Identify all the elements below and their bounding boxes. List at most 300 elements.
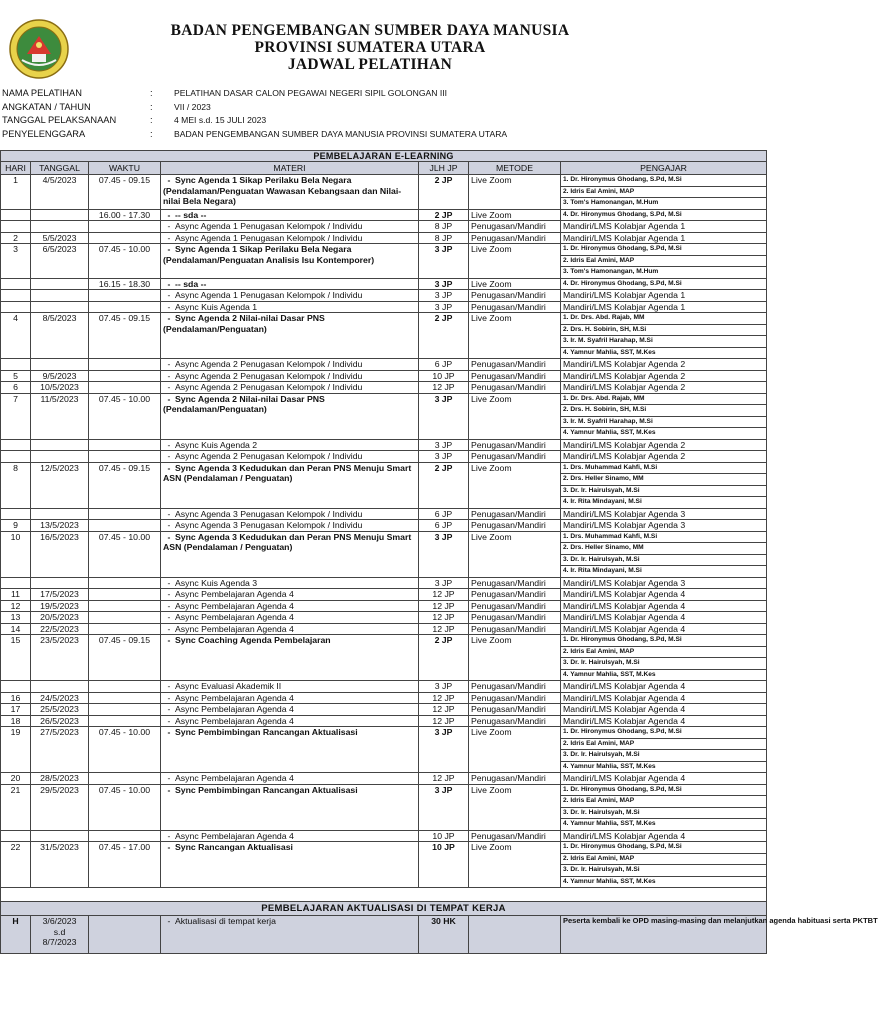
cell-hari <box>1 278 31 290</box>
table-row <box>1 589 767 601</box>
cell-materi <box>161 784 419 830</box>
table-row <box>1 301 767 313</box>
cell-waktu <box>89 359 161 371</box>
column-header: METODE <box>469 162 561 175</box>
materi-text: Sync Agenda 3 Kedudukan dan Peran PNS Menuju Smart ASN (Pendalaman / Penguatan) <box>163 531 412 552</box>
materi-text: Async Agenda 2 Penugasan Kelompok / Individu <box>175 359 363 369</box>
info-value: BADAN PENGEMBANGAN SUMBER DAYA MANUSIA PROVINSI SUMATERA UTARA <box>174 128 508 139</box>
section-title: PEMBELAJARAN E-LEARNING <box>1 151 767 162</box>
cell-jp: 6 JP <box>419 508 469 520</box>
materi-text: Async Kuis Agenda 3 <box>175 577 258 588</box>
instructor-name: 4. Yamnur Mahlia, SST, M.Kes <box>563 429 656 436</box>
table-row <box>1 313 767 359</box>
cell-materi <box>161 278 419 290</box>
cell-waktu: 07.45 - 09.15 <box>89 313 161 359</box>
cell-materi <box>161 727 419 773</box>
cell-metode: Penugasan/Mandiri <box>469 290 561 302</box>
document-header <box>0 0 768 80</box>
materi-text: Async Kuis Agenda 2 <box>175 439 258 450</box>
cell-metode: Penugasan/Mandiri <box>469 600 561 612</box>
cell-metode: Penugasan/Mandiri <box>469 439 561 451</box>
cell-tanggal: 28/5/2023 <box>31 773 89 785</box>
cell-pengajar: Mandiri/LMS Kolabjar Agenda 4 <box>561 715 767 727</box>
cell-tanggal: 23/5/2023 <box>31 635 89 681</box>
cell-materi <box>161 439 419 451</box>
bullet-dash: - <box>167 531 171 542</box>
cell-metode: Penugasan/Mandiri <box>469 681 561 693</box>
cell-hari <box>1 830 31 842</box>
cell-jp: 12 JP <box>419 715 469 727</box>
table-row <box>1 370 767 382</box>
instructor-name: 4. Ir. Rita Mindayani, M.Si <box>563 567 642 574</box>
cell-jp: 12 JP <box>419 704 469 716</box>
bullet-dash: - <box>167 508 171 519</box>
training-info <box>0 87 768 141</box>
info-label: NAMA PELATIHAN <box>2 88 82 98</box>
cell-materi <box>161 623 419 635</box>
cell-jp: 12 JP <box>419 382 469 394</box>
cell-jp: 2 JP <box>419 635 469 681</box>
materi-text: Sync Agenda 3 Kedudukan dan Peran PNS Menuju Smart ASN (Pendalaman / Penguatan) <box>163 462 412 483</box>
cell-hari: 7 <box>1 393 31 439</box>
cell-pengajar <box>561 531 767 577</box>
instructor-name: 1. Drs. Muhammad Kahfi, M.Si <box>561 463 766 475</box>
cell-tanggal: 10/5/2023 <box>31 382 89 394</box>
bullet-dash: - <box>167 209 171 220</box>
cell-jp: 3 JP <box>419 577 469 589</box>
info-colon: : <box>150 115 153 125</box>
materi-text: Sync Pembimbingan Rancangan Aktualisasi <box>175 784 358 795</box>
cell-hari: 17 <box>1 704 31 716</box>
cell-jp: 8 JP <box>419 221 469 233</box>
bullet-dash: - <box>167 692 171 703</box>
bullet-dash: - <box>167 451 171 461</box>
cell-materi <box>161 612 419 624</box>
cell-hari <box>1 681 31 693</box>
materi-text: Sync Pembimbingan Rancangan Aktualisasi <box>175 727 358 737</box>
cell-pengajar: Mandiri/LMS Kolabjar Agenda 4 <box>561 612 767 624</box>
table-row <box>1 784 767 830</box>
cell-metode: Live Zoom <box>469 278 561 290</box>
instructor-name: 3. Tom's Hamonangan, M.Hum <box>563 268 659 275</box>
cell-tanggal <box>31 290 89 302</box>
materi-text: Async Pembelajaran Agenda 4 <box>175 623 294 634</box>
table-row <box>1 830 767 842</box>
bullet-dash: - <box>167 623 171 634</box>
cell-materi <box>161 462 419 508</box>
cell-pengajar <box>561 278 767 290</box>
cell-hari <box>1 508 31 520</box>
cell-materi <box>161 290 419 302</box>
cell-materi <box>161 370 419 382</box>
materi-text: Async Agenda 1 Penugasan Kelompok / Individu <box>175 232 363 243</box>
cell-pengajar <box>561 175 767 210</box>
cell-materi <box>161 681 419 693</box>
table-row-aktualisasi <box>1 916 767 954</box>
cell-hari: 11 <box>1 589 31 601</box>
table-row <box>1 704 767 716</box>
cell-tanggal <box>31 221 89 233</box>
instructor-name: 1. Dr. Hironymus Ghodang, S.Pd, M.Si <box>561 842 766 854</box>
materi-text: Async Pembelajaran Agenda 4 <box>175 600 294 611</box>
cell-waktu <box>89 704 161 716</box>
cell-hari: 12 <box>1 600 31 612</box>
cell-metode: Penugasan/Mandiri <box>469 221 561 233</box>
cell-waktu: 07.45 - 17.00 <box>89 842 161 888</box>
cell-materi <box>161 842 419 888</box>
materi-text: Async Pembelajaran Agenda 4 <box>175 692 294 703</box>
table-row <box>1 439 767 451</box>
cell-hari <box>1 451 31 463</box>
cell-waktu <box>89 232 161 244</box>
cell-jp: 2 JP <box>419 209 469 221</box>
info-colon: : <box>150 88 153 98</box>
cell-metode: Live Zoom <box>469 393 561 439</box>
table-row <box>1 221 767 233</box>
cell-tanggal: 27/5/2023 <box>31 727 89 773</box>
cell-pengajar: Mandiri/LMS Kolabjar Agenda 2 <box>561 359 767 371</box>
cell-tanggal: 12/5/2023 <box>31 462 89 508</box>
cell-waktu <box>89 370 161 382</box>
info-row <box>0 114 768 128</box>
cell-tanggal: 11/5/2023 <box>31 393 89 439</box>
cell-waktu: 07.45 - 10.00 <box>89 244 161 279</box>
cell-waktu <box>89 773 161 785</box>
column-header: MATERI <box>161 162 419 175</box>
cell-pengajar <box>561 244 767 279</box>
info-value: VII / 2023 <box>174 101 211 112</box>
bullet-dash: - <box>167 175 171 185</box>
bullet-dash: - <box>167 370 171 381</box>
cell-tanggal: 26/5/2023 <box>31 715 89 727</box>
cell-metode: Penugasan/Mandiri <box>469 623 561 635</box>
cell-pengajar: Mandiri/LMS Kolabjar Agenda 1 <box>561 221 767 233</box>
materi-text: Async Pembelajaran Agenda 4 <box>175 830 294 841</box>
instructor-name: 2. Drs. H. Sobirin, SH, M.Si <box>561 405 766 417</box>
cell-jp: 2 JP <box>419 313 469 359</box>
title-line-3: JADWAL PELATIHAN <box>287 56 453 73</box>
cell-materi <box>161 577 419 589</box>
cell-hari <box>1 577 31 589</box>
cell-hari: 4 <box>1 313 31 359</box>
cell-jp: 3 JP <box>419 244 469 279</box>
materi-text: Async Pembelajaran Agenda 4 <box>175 612 294 622</box>
table-row <box>1 692 767 704</box>
info-value: PELATIHAN DASAR CALON PEGAWAI NEGERI SIPIL GOLONGAN III <box>174 88 447 98</box>
cell-jp: 3 JP <box>419 290 469 302</box>
table-row <box>1 175 767 210</box>
cell-jp: 2 JP <box>419 462 469 508</box>
bullet-dash: - <box>167 784 171 795</box>
instructor-name: 3. Tom's Hamonangan, M.Hum <box>563 199 659 206</box>
instructor-name: 2. Drs. Heller Sinamo, MM <box>561 474 766 486</box>
cell-metode: Live Zoom <box>469 842 561 888</box>
cell-materi <box>161 382 419 394</box>
cell-jp: 12 JP <box>419 612 469 624</box>
instructor-name: 2. Idris Eal Amini, MAP <box>561 256 766 268</box>
column-header-row <box>1 162 767 175</box>
instructor-name: 3. Ir. M. Syafril Harahap, M.Si <box>561 417 766 429</box>
table-row <box>1 520 767 532</box>
cell-jp: 3 JP <box>419 301 469 313</box>
cell-hari <box>1 290 31 302</box>
cell-tanggal <box>31 451 89 463</box>
cell-materi <box>161 589 419 601</box>
cell-jp: 6 JP <box>419 520 469 532</box>
cell-materi <box>161 301 419 313</box>
cell-waktu: 07.45 - 09.15 <box>89 175 161 210</box>
cell-metode <box>469 916 561 954</box>
cell-metode: Penugasan/Mandiri <box>469 612 561 624</box>
cell-pengajar: Mandiri/LMS Kolabjar Agenda 1 <box>561 232 767 244</box>
cell-waktu <box>89 589 161 601</box>
table-row <box>1 359 767 371</box>
schedule-table <box>0 150 878 954</box>
materi-text: Aktualisasi di tempat kerja <box>175 916 276 926</box>
table-row <box>1 290 767 302</box>
cell-metode: Penugasan/Mandiri <box>469 370 561 382</box>
cell-metode: Penugasan/Mandiri <box>469 715 561 727</box>
cell-hari <box>1 359 31 371</box>
cell-pengajar <box>561 727 767 773</box>
materi-text: Sync Agenda 1 Sikap Perilaku Bela Negara (Pendalaman/Penguatan Wawasan Kebangsaan dan Nilai-nilai Bela Negara) <box>163 175 402 206</box>
info-colon: : <box>150 101 153 112</box>
cell-pengajar: Mandiri/LMS Kolabjar Agenda 2 <box>561 439 767 451</box>
cell-metode: Penugasan/Mandiri <box>469 451 561 463</box>
cell-hari: 15 <box>1 635 31 681</box>
cell-tanggal <box>31 209 89 221</box>
cell-jp: 6 JP <box>419 359 469 371</box>
cell-waktu <box>89 612 161 624</box>
cell-pengajar: Mandiri/LMS Kolabjar Agenda 4 <box>561 704 767 716</box>
materi-text: Async Kuis Agenda 1 <box>175 301 258 312</box>
cell-hari: 21 <box>1 784 31 830</box>
cell-metode: Penugasan/Mandiri <box>469 704 561 716</box>
cell-metode: Live Zoom <box>469 313 561 359</box>
cell-tanggal <box>31 439 89 451</box>
instructor-name: 2. Idris Eal Amini, MAP <box>561 796 766 808</box>
materi-text: Async Agenda 3 Penugasan Kelompok / Individu <box>175 520 363 530</box>
materi-text: Async Evaluasi Akademik II <box>175 681 282 691</box>
cell-pengajar: Mandiri/LMS Kolabjar Agenda 1 <box>561 290 767 302</box>
bullet-dash: - <box>167 681 171 691</box>
cell-materi <box>161 359 419 371</box>
cell-waktu <box>89 382 161 394</box>
cell-hari <box>1 209 31 221</box>
cell-materi <box>161 704 419 716</box>
cell-waktu: 07.45 - 09.15 <box>89 462 161 508</box>
instructor-name: 4. Yamnur Mahlia, SST, M.Kes <box>563 762 656 770</box>
cell-pengajar <box>561 635 767 681</box>
cell-pengajar: Peserta kembali ke OPD masing-masing dan melanjutkan agenda habituasi serta PKTBT <box>561 916 767 954</box>
date-line: 8/7/2023 <box>42 937 77 947</box>
cell-metode: Live Zoom <box>469 784 561 830</box>
cell-waktu: 07.45 - 10.00 <box>89 727 161 773</box>
cell-metode: Live Zoom <box>469 531 561 577</box>
document-title <box>150 22 590 73</box>
cell-jp: 10 JP <box>419 370 469 382</box>
cell-materi <box>161 520 419 532</box>
bullet-dash: - <box>167 462 171 473</box>
cell-tanggal: 5/5/2023 <box>31 232 89 244</box>
cell-pengajar <box>561 462 767 508</box>
instructor-name: 4. Yamnur Mahlia, SST, M.Kes <box>563 820 656 827</box>
bullet-dash: - <box>167 715 171 726</box>
bullet-dash: - <box>167 704 171 714</box>
cell-metode: Penugasan/Mandiri <box>469 692 561 704</box>
cell-jp: 3 JP <box>419 451 469 463</box>
cell-tanggal: 31/5/2023 <box>31 842 89 888</box>
cell-waktu <box>89 290 161 302</box>
table-row <box>1 462 767 508</box>
instructor-name: 4. Dr. Hironymus Ghodang, S.Pd, M.Si <box>563 210 682 218</box>
materi-text: Sync Rancangan Aktualisasi <box>175 842 293 852</box>
cell-hari: 18 <box>1 715 31 727</box>
bullet-dash: - <box>167 842 171 852</box>
cell-jp: 3 JP <box>419 681 469 693</box>
instructor-name: 2. Idris Eal Amini, MAP <box>561 187 766 199</box>
materi-text: Async Agenda 3 Penugasan Kelompok / Individu <box>175 508 363 519</box>
cell-tanggal: 4/5/2023 <box>31 175 89 210</box>
bullet-dash: - <box>167 635 171 645</box>
cell-tanggal: 6/5/2023 <box>31 244 89 279</box>
cell-materi <box>161 313 419 359</box>
cell-pengajar: Mandiri/LMS Kolabjar Agenda 1 <box>561 301 767 313</box>
cell-waktu <box>89 623 161 635</box>
cell-tanggal <box>31 830 89 842</box>
cell-pengajar: Mandiri/LMS Kolabjar Agenda 4 <box>561 589 767 601</box>
cell-hari: 19 <box>1 727 31 773</box>
instructor-name: 1. Dr. Drs. Abd. Rajab, MM <box>561 394 766 406</box>
cell-metode: Penugasan/Mandiri <box>469 520 561 532</box>
cell-waktu: 07.45 - 09.15 <box>89 635 161 681</box>
bullet-dash: - <box>167 439 171 450</box>
table-row <box>1 244 767 279</box>
cell-materi <box>161 916 419 954</box>
bullet-dash: - <box>167 359 171 369</box>
cell-waktu <box>89 508 161 520</box>
cell-hari: 22 <box>1 842 31 888</box>
date-line: s.d <box>53 926 66 937</box>
bullet-dash: - <box>167 393 171 404</box>
cell-materi <box>161 508 419 520</box>
table-row <box>1 612 767 624</box>
cell-materi <box>161 600 419 612</box>
cell-hari <box>1 301 31 313</box>
instructor-name: 4. Yamnur Mahlia, SST, M.Kes <box>563 877 656 885</box>
table-spacer <box>1 888 767 902</box>
materi-text: Async Agenda 2 Penugasan Kelompok / Individu <box>175 451 363 461</box>
instructor-name: 4. Ir. Rita Mindayani, M.Si <box>563 498 642 505</box>
column-header: HARI <box>1 162 31 175</box>
cell-metode: Penugasan/Mandiri <box>469 508 561 520</box>
bullet-dash: - <box>167 313 171 323</box>
cell-tanggal: 19/5/2023 <box>31 600 89 612</box>
bullet-dash: - <box>167 244 171 254</box>
materi-text: -- sda -- <box>175 278 207 289</box>
cell-tanggal: 29/5/2023 <box>31 784 89 830</box>
cell-waktu: 16.00 - 17.30 <box>89 209 161 221</box>
materi-text: -- sda -- <box>175 209 207 220</box>
cell-metode: Penugasan/Mandiri <box>469 577 561 589</box>
instructor-name: 2. Drs. Heller Sinamo, MM <box>561 543 766 555</box>
instructor-name: 1. Drs. Muhammad Kahfi, M.Si <box>561 532 766 544</box>
cell-waktu <box>89 451 161 463</box>
bullet-dash: - <box>167 600 171 611</box>
section-header-aktualisasi <box>1 902 767 916</box>
cell-waktu <box>89 439 161 451</box>
instructor-name: 3. Dr. Ir. Hairulsyah, M.Si <box>561 865 766 877</box>
cell-jp: 3 JP <box>419 784 469 830</box>
cell-metode: Penugasan/Mandiri <box>469 773 561 785</box>
bullet-dash: - <box>167 916 171 926</box>
cell-hari: 13 <box>1 612 31 624</box>
bullet-dash: - <box>167 520 171 530</box>
cell-metode: Live Zoom <box>469 209 561 221</box>
instructor-name: 1. Dr. Hironymus Ghodang, S.Pd, M.Si <box>561 785 766 797</box>
bullet-dash: - <box>167 221 171 231</box>
materi-text: Async Pembelajaran Agenda 4 <box>175 589 294 599</box>
cell-tanggal: 24/5/2023 <box>31 692 89 704</box>
bullet-dash: - <box>167 278 171 289</box>
cell-waktu <box>89 301 161 313</box>
table-row <box>1 635 767 681</box>
cell-pengajar <box>561 393 767 439</box>
bullet-dash: - <box>167 773 171 783</box>
cell-jp: 12 JP <box>419 623 469 635</box>
cell-hari <box>1 439 31 451</box>
cell-materi <box>161 221 419 233</box>
cell-metode: Penugasan/Mandiri <box>469 382 561 394</box>
instructor-name: 2. Idris Eal Amini, MAP <box>561 739 766 751</box>
date-line: 3/6/2023 <box>42 916 77 926</box>
cell-tanggal <box>31 577 89 589</box>
cell-materi <box>161 244 419 279</box>
section-header-elearning <box>1 151 767 162</box>
cell-tanggal: 13/5/2023 <box>31 520 89 532</box>
instructor-name: 2. Idris Eal Amini, MAP <box>561 647 766 659</box>
info-label: TANGGAL PELAKSANAAN <box>2 115 117 125</box>
cell-pengajar: Mandiri/LMS Kolabjar Agenda 4 <box>561 692 767 704</box>
cell-tanggal: 9/5/2023 <box>31 370 89 382</box>
cell-jp: 12 JP <box>419 773 469 785</box>
cell-metode: Live Zoom <box>469 462 561 508</box>
bullet-dash: - <box>167 612 171 622</box>
cell-jp: 2 JP <box>419 175 469 210</box>
bullet-dash: - <box>167 577 171 588</box>
cell-pengajar: Mandiri/LMS Kolabjar Agenda 4 <box>561 600 767 612</box>
cell-hari: 3 <box>1 244 31 279</box>
cell-metode: Penugasan/Mandiri <box>469 232 561 244</box>
cell-hari: 10 <box>1 531 31 577</box>
cell-pengajar: Mandiri/LMS Kolabjar Agenda 4 <box>561 830 767 842</box>
bullet-dash: - <box>167 290 171 300</box>
cell-hari: 6 <box>1 382 31 394</box>
cell-pengajar: Mandiri/LMS Kolabjar Agenda 2 <box>561 382 767 394</box>
info-row <box>0 128 768 142</box>
instructor-name: 1. Dr. Hironymus Ghodang, S.Pd, M.Si <box>561 635 766 647</box>
cell-jp: 3 JP <box>419 531 469 577</box>
cell-pengajar <box>561 784 767 830</box>
table-row <box>1 577 767 589</box>
cell-metode: Live Zoom <box>469 635 561 681</box>
cell-jp: 12 JP <box>419 692 469 704</box>
table-row <box>1 278 767 290</box>
cell-metode: Penugasan/Mandiri <box>469 359 561 371</box>
cell-metode: Penugasan/Mandiri <box>469 589 561 601</box>
cell-jp: 30 HK <box>419 916 469 954</box>
cell-waktu <box>89 681 161 693</box>
